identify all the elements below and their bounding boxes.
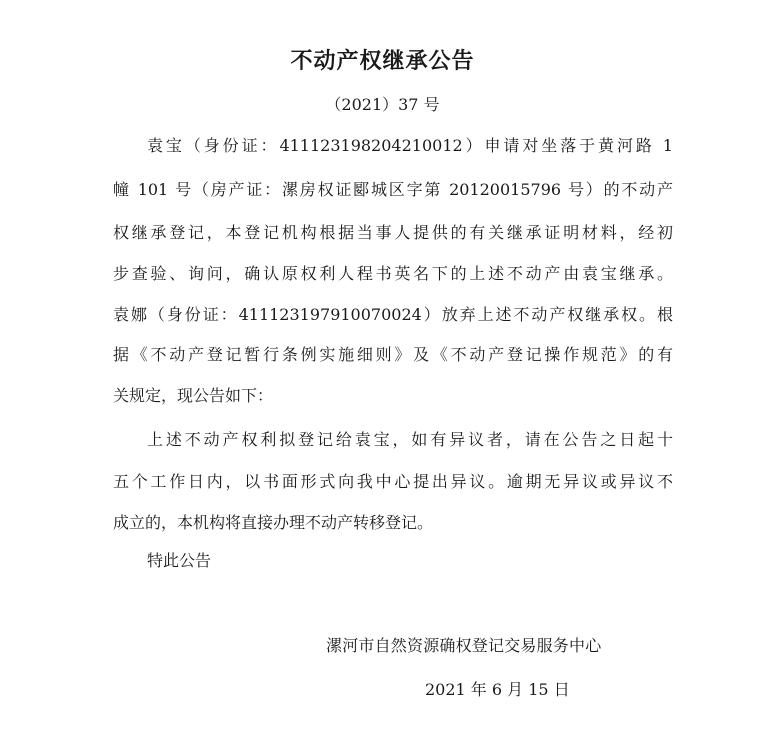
issuing-organization: 漯河市自然资源确权登记交易服务中心: [326, 636, 602, 655]
paragraph1-line: 权继承登记，本登记机构根据当事人提供的有关继承证明材料，经初: [113, 223, 673, 242]
paragraph1-line: 袁宝（身份证：411123198204210012）申请对坐落于黄河路 1: [147, 136, 673, 155]
paragraph1-line: 幢 101 号（房产证：漯房权证郾城区字第 20120015796 号）的不动产: [113, 180, 673, 199]
paragraph2-line: 成立的，本机构将直接办理不动产转移登记。: [113, 513, 434, 532]
paragraph1-line: 步查验、询问，确认原权利人程书英名下的上述不动产由袁宝继承。: [113, 264, 673, 283]
document-title: 不动产权继承公告: [290, 48, 475, 74]
closing-text: 特此公告: [147, 551, 212, 570]
paragraph1-line: 据《不动产登记暂行条例实施细则》及《不动产登记操作规范》的有: [113, 345, 673, 364]
issue-date: 2021 年 6 月 15 日: [425, 680, 570, 699]
paragraph1-line: 袁娜（身份证：411123197910070024）放弃上述不动产权继承权。根: [113, 305, 673, 324]
document-number: （2021）37 号: [325, 95, 440, 114]
paragraph2-line: 上述不动产权利拟登记给袁宝，如有异议者，请在公告之日起十: [147, 430, 673, 449]
paragraph2-line: 五个工作日内，以书面形式向我中心提出异议。逾期无异议或异议不: [113, 472, 673, 491]
paragraph1-line: 关规定，现公告如下：: [113, 386, 274, 405]
